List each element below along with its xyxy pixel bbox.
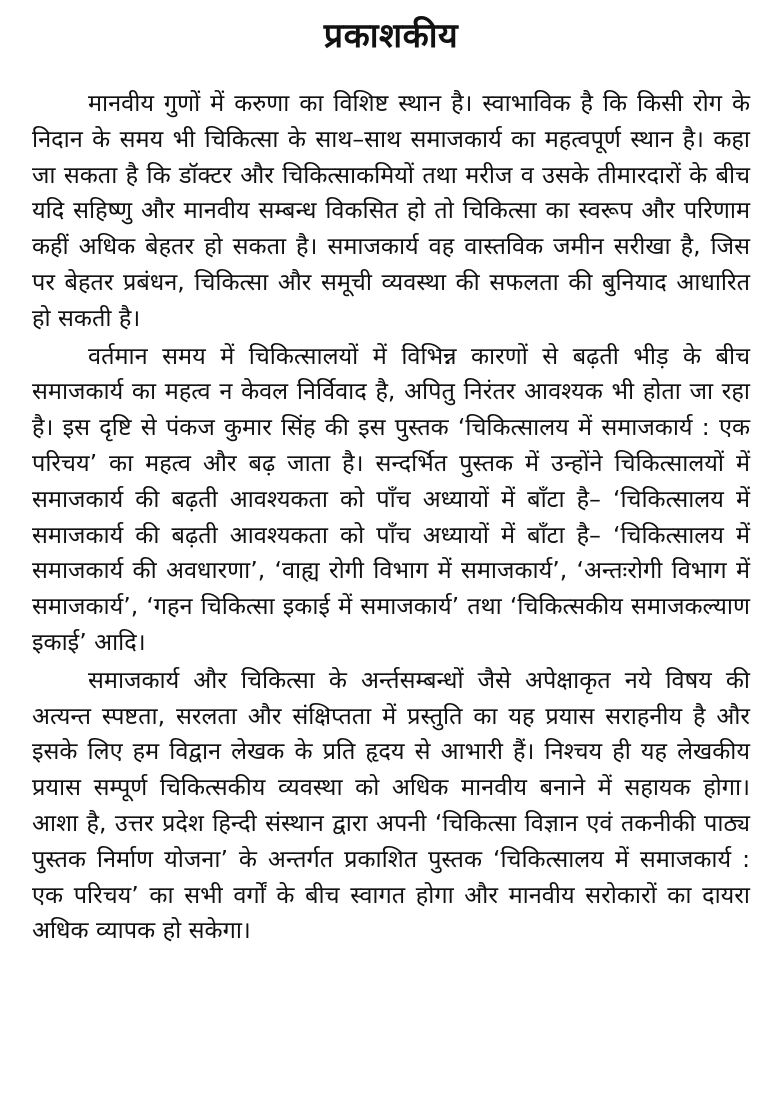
paragraph-1: मानवीय गुणों में करुणा का विशिष्ट स्थान है। स्वाभाविक है कि किसी रोग के निदान के समय भी चिकित्सा के साथ–साथ समाजकार्य का महत्वपूर्ण स्थान है। कहा जा सकता है कि डॉक्टर और चिकित्साकमियों तथा मरीज व उसके तीमारदारों के बीच यदि सहिष्णु और मानवीय सम्बन्ध विकसित हो तो चिकित्सा का स्वरूप और परिणाम कहीं अधिक बेहतर हो सकता है। समाजकार्य वह वास्तविक जमीन सरीखा है, जिस पर बेहतर प्रबंधन, चिकित्सा और समूची व्यवस्था की सफलता की बुनियाद आधारित हो सकती है। <box>32 89 750 332</box>
page-title: प्रकाशकीय <box>323 16 459 56</box>
paragraph-2: वर्तमान समय में चिकित्सालयों में विभिन्न कारणों से बढ़ती भीड़ के बीच समाजकार्य का महत्व न केवल निर्विवाद है, अपितु निरंतर आवश्यक भी होता जा रहा है। इस दृष्टि से पंकज कुमार सिंह की इस पुस्तक ‘चिकित्सालय में समाजकार्य : एक परिचय’ का महत्व और बढ़ जाता है। सन्दर्भित पुस्तक में उन्होंने चिकित्सालयों में समाजकार्य की बढ़ती आवश्यकता को पाँच अध्यायों में बाँटा है– ‘चिकित्सालय में समाजकार्य की बढ़ती आवश्यकता को पाँच अध्यायों में बाँटा है– ‘चिकित्सालय में समाजकार्य की अवधारणा’, ‘वाह्य रोगी विभाग में समाजकार्य’, ‘अन्तःरोगी विभाग में समाजकार्य’, ‘गहन चिकित्सा इकाई में समाजकार्य’ तथा ‘चिकित्सकीय समाजकल्याण इकाई’ आदि। <box>32 341 750 656</box>
paragraph-3: समाजकार्य और चिकित्सा के अर्न्तसम्बन्धों जैसे अपेक्षाकृत नये विषय की अत्यन्त स्पष्टता, सरलता और संक्षिप्तता में प्रस्तुति का यह प्रयास सराहनीय है और इसके लिए हम विद्वान लेखक के प्रति हृदय से आभारी हैं। निश्चय ही यह लेखकीय प्रयास सम्पूर्ण चिकित्सकीय व्यवस्था को अधिक मानवीय बनाने में सहायक होगा। आशा है, उत्तर प्रदेश हिन्दी संस्थान द्वारा अपनी ‘चिकित्सा विज्ञान एवं तकनीकी पाठ्य पुस्तक निर्माण योजना’ के अन्तर्गत प्रकाशित पुस्तक ‘चिकित्सालय में समाजकार्य : एक परिचय’ का सभी वर्गों के बीच स्वागत होगा और मानवीय सरोकारों का दायरा अधिक व्यापक हो सकेगा। <box>32 665 750 945</box>
